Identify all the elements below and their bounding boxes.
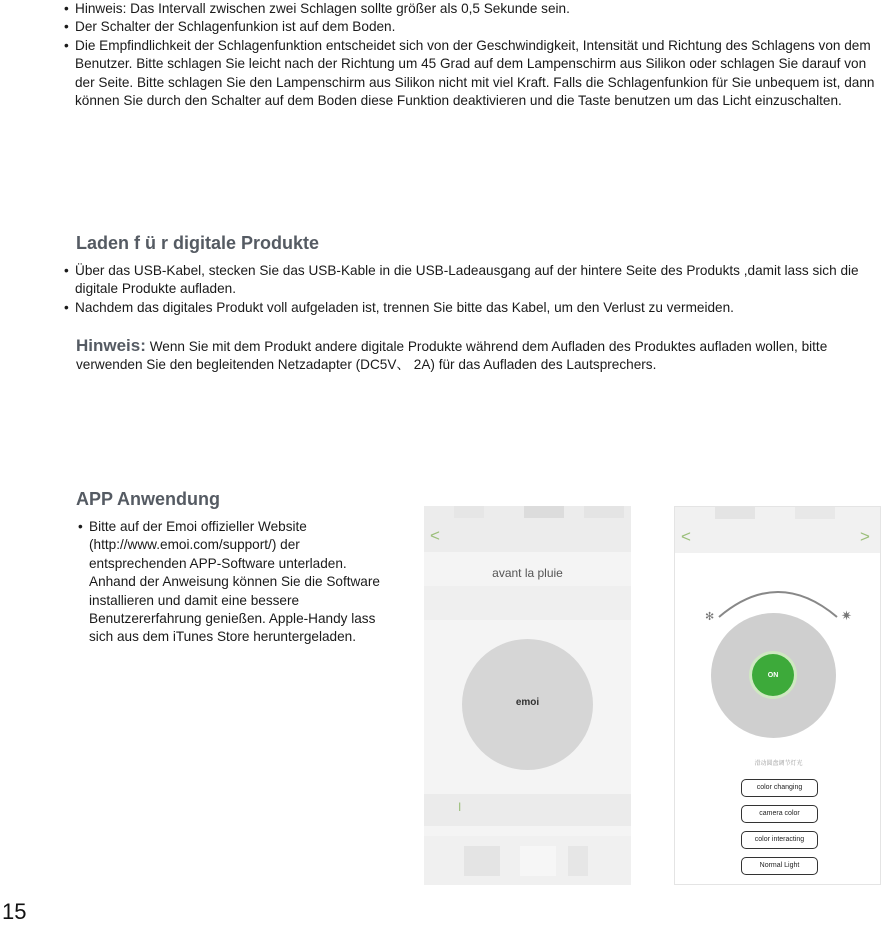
note-text: Wenn Sie mit dem Produkt andere digitale Produkte während dem Aufladen des Produktes aufladen wollen, bitte verwenden Sie den begleitenden Netzadapter (DC5V、 2A) für das Aufladen des Lautsprechers. (76, 339, 828, 373)
list-item: • Über das USB-Kabel, stecken Sie das USB-Kable in die USB-Ladeausgang auf der hintere Seite des Produkts ,damit lass sich die digitale Produkte aufladen. (62, 262, 884, 299)
app-screenshot-player (424, 506, 631, 885)
brand-logo: emoi (515, 697, 540, 708)
list-item: • Bitte auf der Emoi offizieller Website (http://www.emoi.com/support/) der entsprechenden APP-Software unterladen. Anhand der Anweisung können Sie die Software installieren und damit eine bessere Benutzererfahrung genießen. Apple-Handy lass sich aus dem iTunes Store heruntergeladen. (76, 518, 381, 647)
blurred-block (524, 506, 564, 518)
app-bullet-list (76, 518, 381, 647)
forward-arrow-icon[interactable]: > (860, 527, 870, 546)
blurred-block (464, 846, 500, 876)
blurred-block (424, 586, 631, 620)
mode-camera-color-button[interactable]: camera color (741, 805, 818, 823)
app-screenshot-light-control (674, 506, 881, 885)
charging-heading: Laden f ü r digitale Produkte (76, 233, 320, 253)
app-heading: APP Anwendung (76, 489, 220, 509)
status-bar (675, 507, 880, 553)
blurred-block (454, 506, 484, 518)
blurred-block (715, 507, 755, 519)
on-button[interactable]: ON (752, 654, 794, 696)
list-item: • Die Empfindlichkeit der Schlagenfunktion entscheidet sich von der Geschwindigkeit, Intensität und Richtung des Schlagens von dem Benutzer. Bitte schlagen Sie leicht nach der Richtung um 45 Grad auf dem Lampenschirm aus Silikon oder schlagen Sie darauf von der Seite. Bitte schlagen Sie den Lampenschirm aus Silikon nicht mit viel Kraft. Falls die Schlagenfunkion für Sie unbequem ist, dann können Sie durch den Schalter auf dem Boden diese Funktion deaktivieren und die Taste benutzen um das Licht einzuschalten. (62, 37, 877, 111)
list-item: • Hinweis: Das Intervall zwischen zwei Schlagen sollte größer als 0,5 Sekunde sein. (62, 0, 877, 18)
bright-sun-icon: ✷ (841, 608, 852, 623)
page-number: 15 (2, 899, 27, 924)
list-item: • Der Schalter der Schlagenfunkion ist auf dem Boden. (62, 18, 877, 36)
blurred-block (568, 846, 588, 876)
charging-bullet-list (62, 262, 884, 317)
progress-area (424, 794, 631, 826)
charging-note (76, 337, 888, 375)
hint-text: 滑动圆盘调节灯光 (754, 761, 803, 767)
progress-cursor: I (458, 800, 462, 814)
blurred-block (795, 507, 835, 519)
mode-normal-light-button[interactable]: Normal Light (741, 857, 818, 875)
song-title: avant la pluie (492, 566, 563, 580)
blurred-block (520, 846, 556, 876)
blurred-block (584, 506, 624, 518)
list-item: • Nachdem das digitales Produkt voll aufgeladen ist, trennen Sie bitte das Kabel, um den Verlust zu vermeiden. (62, 299, 884, 317)
back-arrow-icon[interactable]: < (430, 526, 440, 545)
dim-sun-icon: ✻ (705, 611, 715, 623)
mode-color-interacting-button[interactable]: color interacting (741, 831, 818, 849)
back-arrow-icon[interactable]: < (681, 527, 691, 546)
mode-color-changing-button[interactable]: color changing (741, 779, 818, 797)
note-label: Hinweis: (76, 336, 146, 355)
top-bullet-list (62, 0, 877, 110)
